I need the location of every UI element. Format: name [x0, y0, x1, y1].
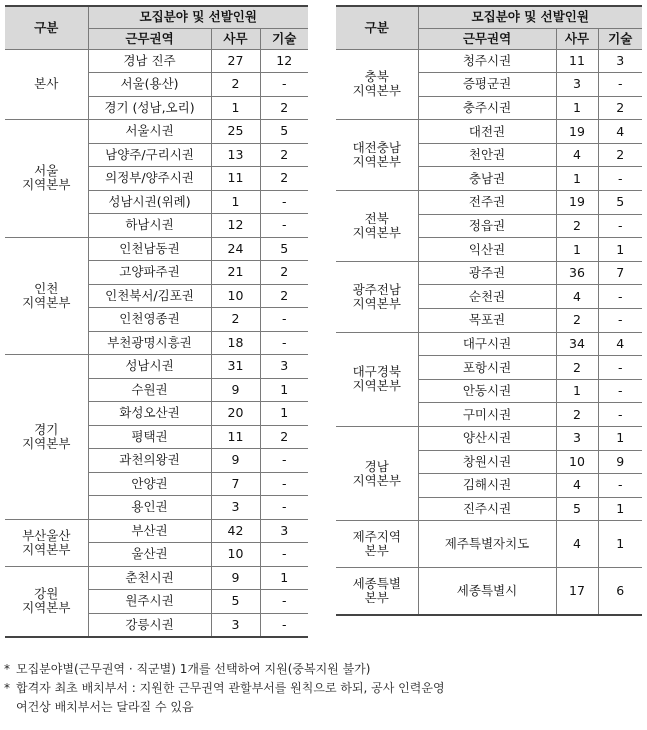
- tech-count-cell: 2: [260, 167, 308, 191]
- area-cell: 평택권: [88, 425, 211, 449]
- area-cell: 화성오산권: [88, 402, 211, 426]
- table-row: [5, 355, 308, 379]
- footnote-item: [4, 660, 644, 679]
- region-cell: 경남 지역본부: [336, 427, 418, 521]
- footnote-mark: *: [4, 662, 10, 676]
- tech-count-cell: -: [598, 285, 642, 309]
- tech-count-cell: 5: [598, 191, 642, 215]
- tech-count-cell: 1: [598, 521, 642, 568]
- table-row: [5, 120, 308, 144]
- footnote-mark: *: [4, 681, 10, 695]
- office-count-cell: 1: [211, 190, 260, 214]
- office-count-cell: 2: [556, 214, 598, 238]
- footnotes: [4, 660, 644, 717]
- office-count-cell: 9: [211, 378, 260, 402]
- office-count-cell: 9: [211, 449, 260, 473]
- tech-count-cell: 1: [260, 566, 308, 590]
- area-cell: 진주시권: [418, 497, 556, 521]
- table-row: [336, 120, 642, 144]
- area-cell: 용인권: [88, 496, 211, 520]
- region-cell: 광주전남 지역본부: [336, 261, 418, 332]
- area-cell: 증평군권: [418, 73, 556, 97]
- area-cell: 안양권: [88, 472, 211, 496]
- office-count-cell: 21: [211, 261, 260, 285]
- office-count-cell: 4: [556, 474, 598, 498]
- region-cell: 대구경북 지역본부: [336, 332, 418, 426]
- table-row: [336, 568, 642, 615]
- header-area: 근무권역: [88, 28, 211, 49]
- office-count-cell: 2: [211, 73, 260, 97]
- area-cell: 양산시권: [418, 427, 556, 451]
- table-row: [336, 49, 642, 73]
- area-cell: 충주시권: [418, 96, 556, 120]
- tech-count-cell: -: [260, 308, 308, 332]
- tech-count-cell: -: [598, 474, 642, 498]
- area-cell: 창원시권: [418, 450, 556, 474]
- footnote-text: 합격자 최초 배치부서 : 지원한 근무권역 관할부서를 원칙으로 하되, 공사 인력운영 여건상 배치부서는 달라질 수 있음: [16, 681, 445, 714]
- area-cell: 충남권: [418, 167, 556, 191]
- tech-count-cell: 2: [260, 143, 308, 167]
- area-cell: 울산권: [88, 543, 211, 567]
- area-cell: 포항시권: [418, 356, 556, 380]
- area-cell: 전주권: [418, 191, 556, 215]
- area-cell: 성남시권(위례): [88, 190, 211, 214]
- area-cell: 인천영종권: [88, 308, 211, 332]
- office-count-cell: 10: [211, 284, 260, 308]
- office-count-cell: 1: [556, 167, 598, 191]
- office-count-cell: 31: [211, 355, 260, 379]
- office-count-cell: 20: [211, 402, 260, 426]
- region-cell: 대전충남 지역본부: [336, 120, 418, 191]
- tech-count-cell: -: [598, 403, 642, 427]
- area-cell: 원주시권: [88, 590, 211, 614]
- tech-count-cell: -: [260, 613, 308, 637]
- area-cell: 익산권: [418, 238, 556, 262]
- office-count-cell: 12: [211, 214, 260, 238]
- table-row: [336, 191, 642, 215]
- tech-count-cell: 4: [598, 332, 642, 356]
- office-count-cell: 7: [211, 472, 260, 496]
- area-cell: 인천북서/김포권: [88, 284, 211, 308]
- area-cell: 부천광명시흥권: [88, 331, 211, 355]
- tech-count-cell: -: [260, 190, 308, 214]
- region-cell: 제주지역 본부: [336, 521, 418, 568]
- table-row: [5, 519, 308, 543]
- header-recruit: 모집분야 및 선발인원: [88, 6, 308, 28]
- tech-count-cell: -: [598, 73, 642, 97]
- region-cell: 본사: [5, 49, 88, 120]
- header-category: 구분: [5, 6, 88, 49]
- table-row: [336, 521, 642, 568]
- region-cell: 인천 지역본부: [5, 237, 88, 355]
- region-cell: 부산울산 지역본부: [5, 519, 88, 566]
- area-cell: 서울시권: [88, 120, 211, 144]
- table-row: [5, 237, 308, 261]
- header-recruit: 모집분야 및 선발인원: [418, 6, 642, 28]
- area-cell: 제주특별자치도: [418, 521, 556, 568]
- office-count-cell: 1: [556, 238, 598, 262]
- office-count-cell: 42: [211, 519, 260, 543]
- footnote-text: 모집분야별(근무권역 · 직군별) 1개를 선택하여 지원(중복지원 불가): [16, 662, 371, 676]
- tech-count-cell: -: [260, 214, 308, 238]
- office-count-cell: 18: [211, 331, 260, 355]
- tech-count-cell: 7: [598, 261, 642, 285]
- tech-count-cell: 1: [598, 497, 642, 521]
- table-row: [5, 566, 308, 590]
- tech-count-cell: 2: [260, 96, 308, 120]
- office-count-cell: 3: [556, 73, 598, 97]
- tech-count-cell: 2: [260, 425, 308, 449]
- office-count-cell: 2: [556, 403, 598, 427]
- office-count-cell: 11: [556, 49, 598, 73]
- office-count-cell: 3: [211, 613, 260, 637]
- tech-count-cell: -: [598, 356, 642, 380]
- office-count-cell: 34: [556, 332, 598, 356]
- office-count-cell: 4: [556, 143, 598, 167]
- tech-count-cell: 2: [598, 96, 642, 120]
- area-cell: 순천권: [418, 285, 556, 309]
- area-cell: 서울(용산): [88, 73, 211, 97]
- table-row: [5, 49, 308, 73]
- office-count-cell: 24: [211, 237, 260, 261]
- office-count-cell: 25: [211, 120, 260, 144]
- office-count-cell: 4: [556, 285, 598, 309]
- office-count-cell: 1: [556, 96, 598, 120]
- tech-count-cell: 1: [260, 402, 308, 426]
- area-cell: 경기 (성남,오리): [88, 96, 211, 120]
- area-cell: 인천남동권: [88, 237, 211, 261]
- office-count-cell: 3: [211, 496, 260, 520]
- tech-count-cell: -: [260, 543, 308, 567]
- office-count-cell: 11: [211, 167, 260, 191]
- tech-count-cell: 3: [260, 519, 308, 543]
- area-cell: 정읍권: [418, 214, 556, 238]
- tech-count-cell: 6: [598, 568, 642, 615]
- region-cell: 전북 지역본부: [336, 191, 418, 262]
- office-count-cell: 11: [211, 425, 260, 449]
- office-count-cell: 19: [556, 120, 598, 144]
- table-row: [336, 332, 642, 356]
- area-cell: 경남 진주: [88, 49, 211, 73]
- header-office: 사무: [556, 28, 598, 49]
- area-cell: 세종특별시: [418, 568, 556, 615]
- tech-count-cell: -: [598, 214, 642, 238]
- tech-count-cell: 5: [260, 237, 308, 261]
- office-count-cell: 2: [556, 356, 598, 380]
- area-cell: 안동시권: [418, 379, 556, 403]
- tech-count-cell: 2: [260, 261, 308, 285]
- header-tech: 기술: [260, 28, 308, 49]
- area-cell: 청주시권: [418, 49, 556, 73]
- tech-count-cell: 2: [260, 284, 308, 308]
- tech-count-cell: 3: [260, 355, 308, 379]
- area-cell: 고양파주권: [88, 261, 211, 285]
- area-cell: 광주권: [418, 261, 556, 285]
- header-tech: 기술: [598, 28, 642, 49]
- office-count-cell: 19: [556, 191, 598, 215]
- tech-count-cell: 1: [598, 427, 642, 451]
- table-row: [336, 427, 642, 451]
- office-count-cell: 9: [211, 566, 260, 590]
- tech-count-cell: -: [260, 496, 308, 520]
- region-cell: 세종특별 본부: [336, 568, 418, 615]
- area-cell: 천안권: [418, 143, 556, 167]
- office-count-cell: 27: [211, 49, 260, 73]
- office-count-cell: 1: [556, 379, 598, 403]
- area-cell: 강릉시권: [88, 613, 211, 637]
- office-count-cell: 13: [211, 143, 260, 167]
- tech-count-cell: 9: [598, 450, 642, 474]
- area-cell: 의정부/양주시권: [88, 167, 211, 191]
- office-count-cell: 1: [211, 96, 260, 120]
- region-cell: 충북 지역본부: [336, 49, 418, 120]
- tech-count-cell: -: [598, 309, 642, 333]
- tech-count-cell: 1: [598, 238, 642, 262]
- table-body-right: [336, 49, 642, 615]
- table-row: [336, 261, 642, 285]
- office-count-cell: 2: [211, 308, 260, 332]
- footnote-item: [4, 679, 644, 717]
- area-cell: 부산권: [88, 519, 211, 543]
- office-count-cell: 10: [211, 543, 260, 567]
- header-area: 근무권역: [418, 28, 556, 49]
- office-count-cell: 5: [211, 590, 260, 614]
- recruitment-table-left: [5, 5, 308, 638]
- region-cell: 서울 지역본부: [5, 120, 88, 238]
- area-cell: 김해시권: [418, 474, 556, 498]
- header-office: 사무: [211, 28, 260, 49]
- tech-count-cell: 2: [598, 143, 642, 167]
- header-category: 구분: [336, 6, 418, 49]
- office-count-cell: 5: [556, 497, 598, 521]
- area-cell: 수원권: [88, 378, 211, 402]
- area-cell: 남양주/구리시권: [88, 143, 211, 167]
- tech-count-cell: 12: [260, 49, 308, 73]
- tech-count-cell: 4: [598, 120, 642, 144]
- area-cell: 대전권: [418, 120, 556, 144]
- area-cell: 구미시권: [418, 403, 556, 427]
- office-count-cell: 2: [556, 309, 598, 333]
- area-cell: 과천의왕권: [88, 449, 211, 473]
- tech-count-cell: 3: [598, 49, 642, 73]
- tech-count-cell: -: [260, 331, 308, 355]
- office-count-cell: 4: [556, 521, 598, 568]
- office-count-cell: 10: [556, 450, 598, 474]
- area-cell: 성남시권: [88, 355, 211, 379]
- table-body-left: [5, 49, 308, 637]
- area-cell: 목포권: [418, 309, 556, 333]
- tech-count-cell: -: [598, 167, 642, 191]
- tech-count-cell: -: [598, 379, 642, 403]
- region-cell: 강원 지역본부: [5, 566, 88, 637]
- office-count-cell: 17: [556, 568, 598, 615]
- office-count-cell: 3: [556, 427, 598, 451]
- area-cell: 대구시권: [418, 332, 556, 356]
- office-count-cell: 36: [556, 261, 598, 285]
- tech-count-cell: 5: [260, 120, 308, 144]
- area-cell: 춘천시권: [88, 566, 211, 590]
- tech-count-cell: 1: [260, 378, 308, 402]
- tech-count-cell: -: [260, 590, 308, 614]
- tech-count-cell: -: [260, 472, 308, 496]
- tech-count-cell: -: [260, 73, 308, 97]
- recruitment-table-right: [336, 5, 642, 616]
- region-cell: 경기 지역본부: [5, 355, 88, 520]
- tech-count-cell: -: [260, 449, 308, 473]
- area-cell: 하남시권: [88, 214, 211, 238]
